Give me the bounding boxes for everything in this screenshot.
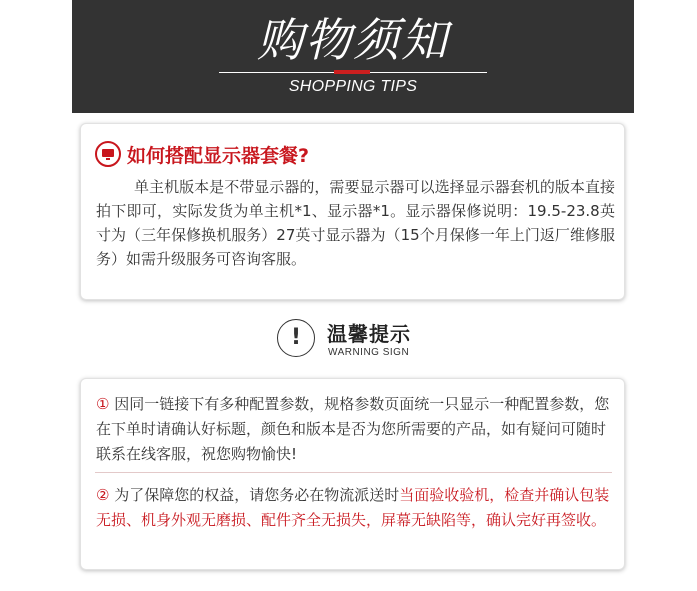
note-2 <box>96 483 615 533</box>
banner-accent-bar <box>334 70 370 74</box>
faq-card <box>80 123 625 300</box>
monitor-icon <box>95 141 121 167</box>
note-2-number: ② <box>96 486 110 504</box>
faq-title: 如何搭配显示器套餐? <box>127 144 310 167</box>
note-1 <box>96 392 615 467</box>
note-1-text: 因同一链接下有多种配置参数，规格参数页面统一只显示一种配置参数，您在下单时请确认好标题，颜色和版本是否为您所需要的产品，如有疑问可随时联系在线客服，祝您购物愉快! <box>96 395 610 463</box>
exclamation-icon: ! <box>277 319 315 357</box>
banner-title: 购物须知 <box>257 13 449 67</box>
warning-subtitle: WARNING SIGN <box>328 347 410 358</box>
header-banner <box>72 0 634 113</box>
banner-subtitle: SHOPPING TIPS <box>288 78 418 95</box>
warning-title: 温馨提示 <box>327 322 411 346</box>
faq-body: 单主机版本是不带显示器的，需要显示器可以选择显示器套机的版本直接拍下即可，实际发货为单主机*1、显示器*1。显示器保修说明：19.5-23.8英寸为（三年保修换机服务）27英寸显示器为（15个月保修一年上门返厂维修服务）如需升级服务可咨询客服。 <box>96 178 615 268</box>
notes-card <box>80 378 625 570</box>
note-2-highlight: 当面验收验机，检查并确认包装无损、机身外观无磨损、配件齐全无损失，屏幕无缺陷等，确认完好再签收。 <box>96 486 610 529</box>
note-2-text: 为了保障您的权益，请您务必在物流派送时 <box>109 486 400 504</box>
faq-heading <box>95 140 309 168</box>
notes-divider <box>95 472 612 473</box>
note-1-number: ① <box>96 395 110 413</box>
warning-heading <box>277 316 437 366</box>
